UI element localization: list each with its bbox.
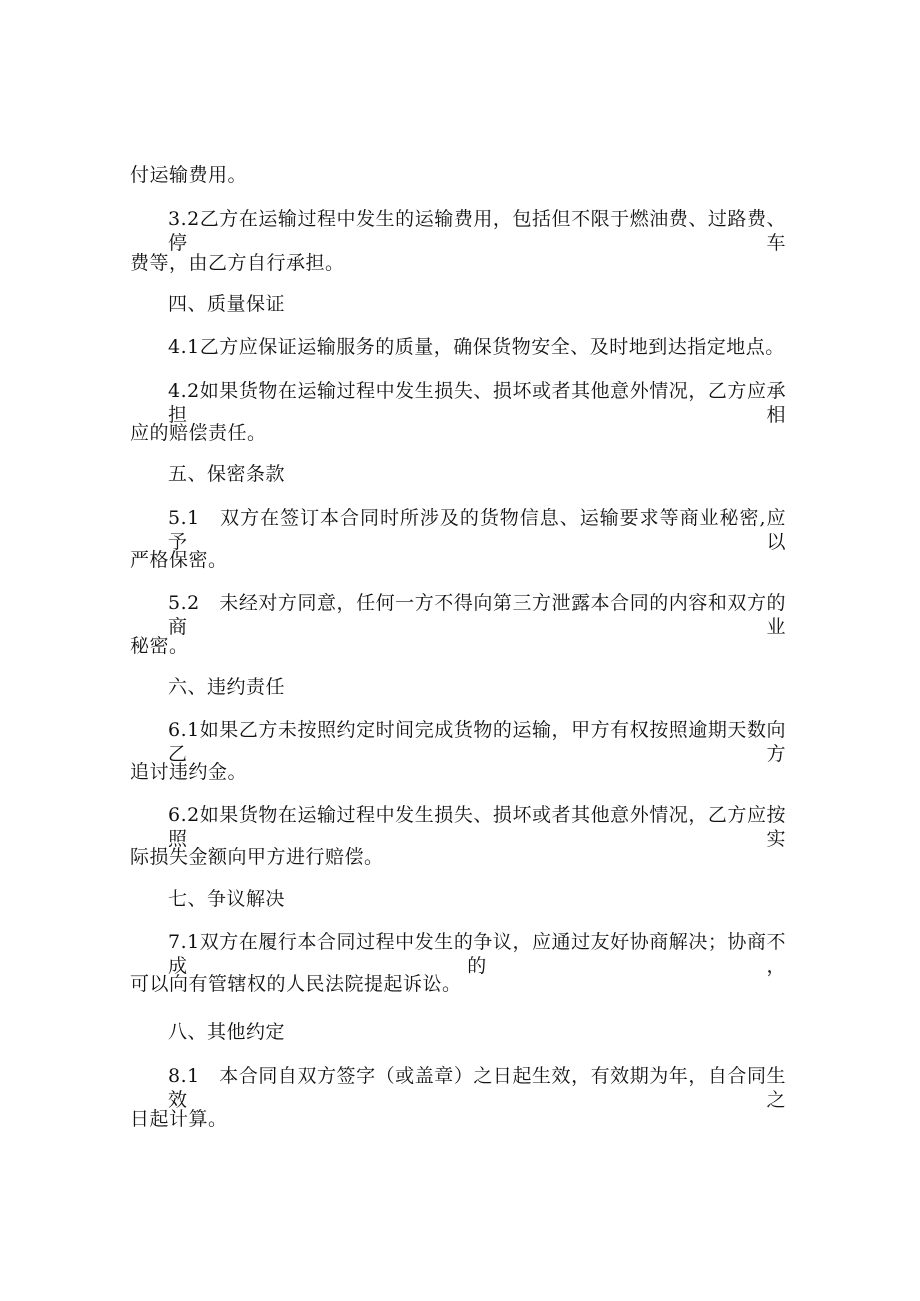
clause-8-1-line-1: 8.1 本合同自双方签字（或盖章）之日起生效，有效期为年，自合同生效之 <box>168 1065 786 1111</box>
section-heading-8: 八、其他约定 <box>168 1021 286 1043</box>
clause-5-2-line-2: 秘密。 <box>130 635 189 657</box>
section-heading-6: 六、违约责任 <box>168 676 286 698</box>
clause-6-2-line-1: 6.2如果货物在运输过程中发生损失、损坏或者其他意外情况，乙方应按照实 <box>168 804 786 850</box>
clause-6-2-line-2: 际损失金额向甲方进行赔偿。 <box>130 846 384 868</box>
clause-7-1-line-1: 7.1双方在履行本合同过程中发生的争议，应通过友好协商解决；协商不成的， <box>168 931 786 977</box>
clause-4-2-line-2: 应的赔偿责任。 <box>130 422 267 444</box>
clause-6-1-line-1: 6.1如果乙方未按照约定时间完成货物的运输，甲方有权按照逾期天数向乙方 <box>168 719 786 765</box>
section-heading-5: 五、保密条款 <box>168 463 286 485</box>
clause-4-1: 4.1乙方应保证运输服务的质量，确保货物安全、及时地到达指定地点。 <box>168 336 785 358</box>
clause-5-1-line-1: 5.1 双方在签订本合同时所涉及的货物信息、运输要求等商业秘密,应予以 <box>168 507 786 553</box>
section-heading-7: 七、争议解决 <box>168 888 286 910</box>
clause-6-1-line-2: 追讨违约金。 <box>130 761 248 783</box>
clause-7-1-line-2: 可以向有管辖权的人民法院提起诉讼。 <box>130 973 462 995</box>
clause-5-2-line-1: 5.2 未经对方同意，任何一方不得向第三方泄露本合同的内容和双方的商业 <box>168 592 786 638</box>
clause-3-2-line-1: 3.2乙方在运输过程中发生的运输费用，包括但不限于燃油费、过路费、停车 <box>168 208 786 254</box>
clause-3-2-line-2: 费等，由乙方自行承担。 <box>130 252 345 274</box>
clause-4-2-line-1: 4.2如果货物在运输过程中发生损失、损坏或者其他意外情况，乙方应承担相 <box>168 380 786 426</box>
clause-8-1-line-2: 日起计算。 <box>130 1108 228 1130</box>
paragraph-3-1-continuation: 付运输费用。 <box>130 164 248 186</box>
clause-5-1-line-2: 严格保密。 <box>130 549 228 571</box>
section-heading-4: 四、质量保证 <box>168 293 286 315</box>
